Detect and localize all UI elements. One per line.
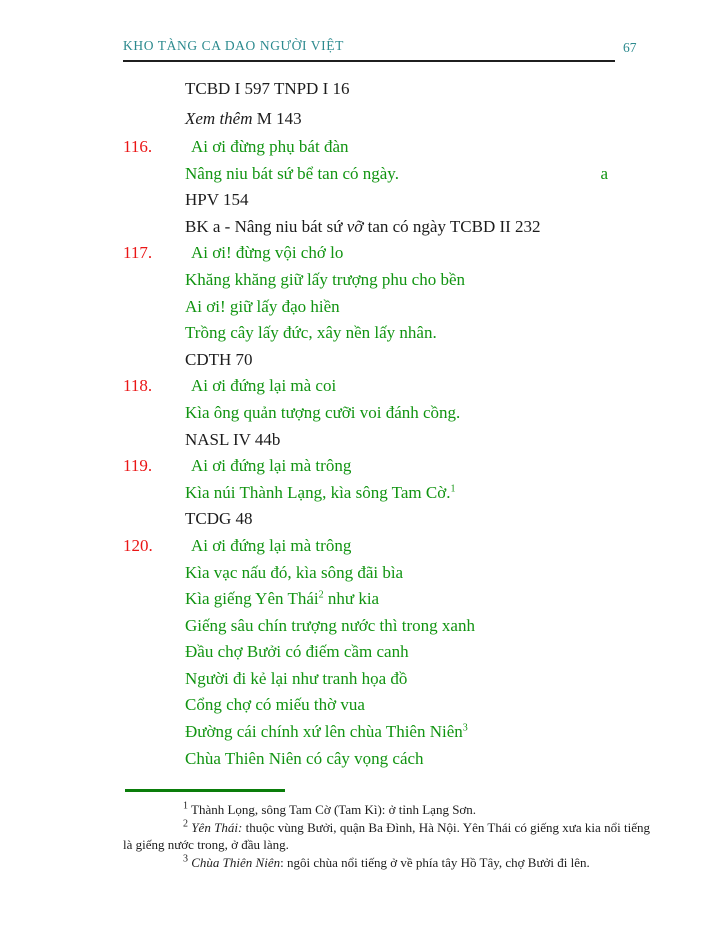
text-segment: Ai ơi đứng lại mà trông [191,456,352,476]
text-segment: Chùa Thiên Niên có cây vọng cách [185,748,424,768]
verse-line [123,453,650,480]
line-text [185,373,650,400]
text-segment: Giếng sâu chín trượng nước thì trong xanh [185,615,475,635]
text-segment: vỡ [346,216,364,236]
reference-line [123,214,650,241]
text-segment: Ai ơi! đừng vội chớ lo [191,243,344,263]
entry [123,373,650,453]
text-segment: Ai ơi! giữ lấy đạo hiền [185,296,340,316]
header-rule [123,38,615,62]
verse-line [123,294,650,321]
line-text [185,427,650,454]
line-text [185,666,650,693]
verse-line [123,240,650,267]
footnote-marker: 2 [318,589,324,601]
footnote-separator-rule [125,789,285,792]
number-column-spacer [123,480,185,507]
footnote-list [123,801,650,871]
number-column-spacer [123,214,185,241]
line-text [185,400,650,427]
line-text [185,74,650,104]
verse-line [123,719,650,746]
text-segment: M 143 [252,109,302,128]
entry-number: 117. [123,243,153,263]
reference-line [123,427,650,454]
verse-line [123,134,650,161]
text-segment: Đường cái chính xứ lên chùa Thiên Niên [185,722,463,742]
page-header [123,38,650,62]
reference-line [123,74,650,104]
text-segment: Trồng cây lấy đức, xây nền lấy nhân. [185,323,437,343]
text-segment: Đầu chợ Bưởi có điếm cầm canh [185,642,409,662]
text-segment: Yên Thái: [191,819,243,835]
line-text [185,214,650,241]
text-segment: Thành Lọng, sông Tam Cờ (Tam Kì): ở tỉnh Lạng Sơn. [188,802,477,818]
line-text [185,320,650,347]
number-column-spacer [123,560,185,587]
text-segment: Kìa ông quản tượng cưỡi voi đánh cồng. [185,402,461,422]
text-segment: HPV 154 [185,190,249,210]
number-column-spacer [123,613,185,640]
text-segment: Kìa giếng Yên Thái [185,589,319,609]
number-column-spacer [123,639,185,666]
entry [123,240,650,373]
entry [123,134,650,240]
entry-number: 119. [123,456,153,476]
text-segment: tan có ngày TCBD II 232 [363,216,541,236]
text-segment: Kìa núi Thành Lạng, kìa sông Tam Cờ. [185,482,451,502]
number-column-spacer [123,294,185,321]
text-segment: như kia [323,589,380,609]
line-text [185,267,650,294]
number-column-spacer [123,161,185,188]
text-segment: Xem thêm [185,109,253,128]
verse-line [123,613,650,640]
reference-line [123,187,650,214]
text-segment: NASL IV 44b [185,429,281,449]
text-segment: Cổng chợ có miếu thờ vua [185,695,365,715]
line-text [185,453,650,480]
verse-line [123,746,650,773]
number-column-spacer [123,267,185,294]
reference-line [123,506,650,533]
number-column-spacer [123,586,185,613]
text-segment: Ai ơi đứng lại mà coi [191,376,337,396]
footnote [123,854,650,872]
text-segment: TCDG 48 [185,509,253,529]
line-text [185,240,650,267]
text-segment: Kìa vạc nấu đó, kìa sông đãi bìa [185,562,404,582]
number-column-spacer [123,74,185,104]
footnote-marker: 1 [183,800,188,812]
number-column-spacer [123,347,185,374]
verse-line [123,320,650,347]
number-column-spacer [123,506,185,533]
entry [123,453,650,533]
verse-line [123,161,650,188]
line-text [185,347,650,374]
entry-number: 116. [123,137,153,156]
number-column-spacer [123,187,185,214]
line-text [185,134,650,161]
verse-line [123,560,650,587]
line-text [185,480,650,507]
verse-line [123,692,650,719]
line-text [185,639,650,666]
page-content [123,74,650,772]
line-text [185,746,650,773]
entry [123,533,650,772]
footnotes-section [123,789,650,871]
variant-marker: a [600,163,608,183]
line-text [185,187,650,214]
number-column-spacer [123,320,185,347]
reference-line [123,347,650,374]
reference-line [123,104,650,134]
text-segment: CDTH 70 [185,349,253,369]
text-segment: : ngôi chùa nổi tiếng ở về phía tây Hồ Tây, chợ Bưởi đi lên. [280,854,590,870]
footnote-marker: 1 [450,483,456,495]
text-segment: Ai ơi đừng phụ bát đàn [191,137,349,156]
entry-number: 118. [123,376,153,396]
text-segment: Nâng niu bát sứ bể tan có ngày. [185,163,399,183]
number-column-spacer [123,104,185,134]
verse-line [123,586,650,613]
number-column-spacer [123,746,185,773]
line-text [185,719,650,746]
footnote-marker: 3 [462,722,468,734]
number-column-spacer [123,427,185,454]
line-text [185,506,650,533]
verse-line [123,666,650,693]
number-column-spacer [123,692,185,719]
footnote [123,819,650,854]
text-segment: thuộc vùng Bưởi, quận Ba Đình, Hà Nội. Yên Thái có giếng xưa kia nổi tiếng là giếng nước trong, ở đầu làng. [123,819,651,853]
number-column-spacer [123,719,185,746]
line-text [185,104,650,134]
line-text [185,294,650,321]
running-title: KHO TÀNG CA DAO NGƯỜI VIỆT [123,38,344,53]
line-text [185,533,650,560]
reference-block [123,74,650,134]
verse-line [123,373,650,400]
footnote-marker: 3 [183,853,188,865]
book-page [123,38,650,871]
line-text [185,161,650,188]
entries-list [123,134,650,772]
footnote [123,801,650,819]
entry-number: 120. [123,535,153,555]
verse-line [123,480,650,507]
text-segment: Người đi kẻ lại như tranh họa đồ [185,668,408,688]
text-segment: BK a - Nâng niu bát sứ [185,216,347,236]
text-segment: Ai ơi đứng lại mà trông [191,535,352,555]
verse-line [123,533,650,560]
line-text [185,613,650,640]
text-segment: TCBD I 597 TNPD I 16 [185,79,350,98]
verse-line [123,400,650,427]
text-segment: Khăng khăng giữ lấy trượng phu cho bền [185,269,466,289]
line-text [185,586,650,613]
verse-line [123,639,650,666]
line-text [185,560,650,587]
text-segment: Chùa Thiên Niên [191,854,281,870]
number-column-spacer [123,666,185,693]
number-column-spacer [123,400,185,427]
page-number: 67 [623,40,637,55]
line-text [185,692,650,719]
verse-line [123,267,650,294]
footnote-marker: 2 [183,818,188,830]
